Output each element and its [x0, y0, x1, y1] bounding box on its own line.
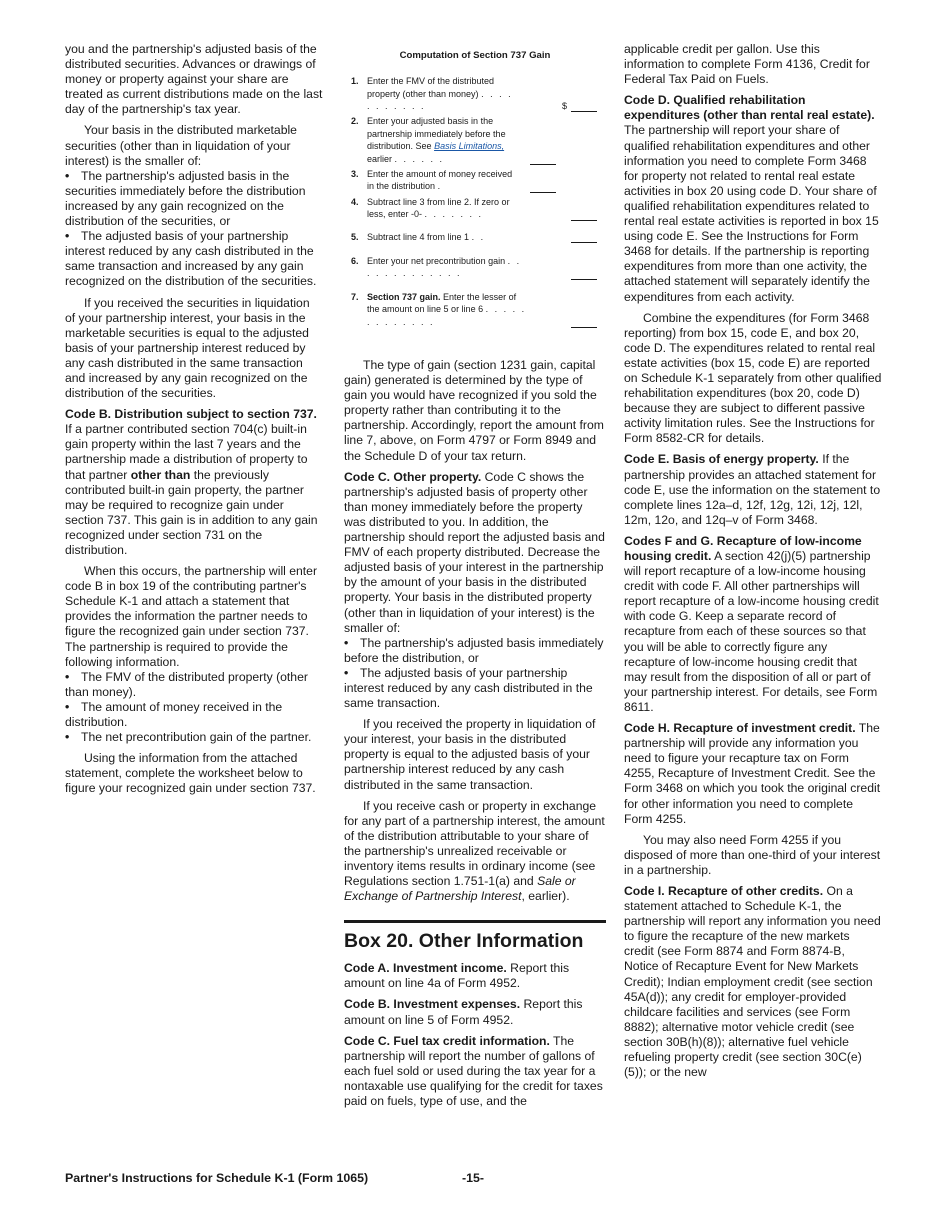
section-heading: Code B. Investment expenses. [344, 997, 521, 1012]
emphasis: other than [130, 467, 191, 482]
code-i-section [624, 884, 882, 1080]
basis-limitations-link[interactable]: Basis Limitations, [434, 141, 505, 152]
list-item: • The adjusted basis of your partnership interest reduced by any cash distributed in the same transaction and increased by any gain recognized on the distribution of the securities. [65, 229, 323, 289]
section-heading: Code A. Investment income. [344, 961, 507, 976]
column-2 [344, 42, 606, 1115]
code-h-section [624, 721, 882, 827]
code-c-section [344, 470, 606, 636]
worksheet-line-6: 6. Enter your net precontribution gain . . . . . . . . . . . . . [344, 255, 602, 280]
list-item: • The FMV of the distributed property (other than money). [65, 670, 323, 700]
list-item: • The partnership's adjusted basis immediately before the distribution, or [344, 636, 606, 666]
paragraph: If you received the property in liquidation of your interest, your basis in the distributed property is equal to the adjusted basis of your partnership interest reduced by any cash distributed in the same transaction. [344, 717, 596, 792]
code-fg-section [624, 534, 882, 715]
text: A section 42(j)(5) partnership will report recapture of a low-income housing credit with code F. All other partnerships will report recapture of a low-income housing credit with code G. Keep a separate record of recapture from each of these sources so that you will be able to correctly figure any recapture of low-income housing credit that may result from the disposition of all or part of your partnership interest. For details, see Form 8611. [624, 549, 879, 714]
code-a-section [344, 961, 606, 991]
text: Report this amount on line 4a of Form 4952. [344, 961, 570, 991]
paragraph: Using the information from the attached statement, complete the worksheet below to figure your recognized gain under section 737. [65, 751, 316, 796]
text: If a partner contributed section 704(c) built-in gain property within the last 7 years and the partnership made a distribution of property to that partner [65, 422, 308, 482]
list-item: • The amount of money received in the distribution. [65, 700, 323, 730]
paragraph: Combine the expenditures (for Form 3468 reporting) from box 15, code E, and box 20, code D. The expenditures related to rental real estate activities (box 15, code E) are reported on Schedule K-1 separately from other qualified rehabilitation expenditures (box 20, code D) because they are subject to different passive activity limitation rules. See the Instructions for Form 8582-CR for details. [624, 310, 882, 446]
text: The partnership will report the number of gallons of each fuel sold or used during the tax year for a nontaxable use qualifying for the credit for taxes paid on fuels, type of use, and the [344, 1033, 603, 1109]
section-heading: Code B. Distribution subject to section 737. [65, 407, 317, 422]
section-heading: Codes F and G. Recapture of low-income housing credit. [624, 533, 862, 563]
text: the previously contributed built-in gain property, the partner may be required to recognize gain under section 737. This gain is in addition to any gain recognized under section 731 on the distribution. [65, 467, 318, 557]
section-title: Box 20. Other Information [344, 930, 584, 953]
answer-line[interactable] [571, 327, 597, 328]
bullet-list [65, 670, 323, 745]
column-3 [624, 42, 882, 1086]
worksheet-line-2: 2. Enter your adjusted basis in the partnership immediately before the distribution. See Basis Limitations, earlier . . . . . . [344, 115, 602, 165]
worksheet-line-7: 7. Section 737 gain. Enter the lesser of the amount on line 5 or line 6 . . . . . . . . . . . . . [344, 291, 602, 328]
paragraph: you and the partnership's adjusted basis of the distributed securities. Advances or drawings of money or property against your share are treated as current distributions made on the last day of the partnership's tax year. [65, 42, 323, 117]
text: The partnership will report your share of qualified rehabilitation expenditures and other information you need to complete Form 3468 for property not related to rental real estate activities in box 20 using code D. Your share of qualified rehabilitation expenditures related to rental real estate activities is reported in box 15 using code E. See the Instructions for Form 3468 for details. If the partnership is reporting expenditures from more than one activity, the attached statement will separately identify the expenditures from each activity. [624, 123, 879, 304]
worksheet-line-4: 4. Subtract line 3 from line 2. If zero or less, enter -0- . . . . . . . [344, 196, 602, 221]
bullet-list [65, 169, 323, 290]
worksheet-title: Computation of Section 737 Gain [399, 50, 551, 61]
answer-line[interactable] [571, 242, 597, 243]
text: Code C shows the partnership's adjusted basis of property other than money immediately before the property was distributed to you. In addition, the partnership should report the adjusted basis and FMV of each property distributed. Decrease the adjusted basis of your interest in the partnership by the amount of your basis in the distributed property. Your basis in the distributed property (other than in liquidation of your interest) is the smaller of: [344, 469, 605, 635]
code-e-section [624, 452, 882, 527]
paragraph: The type of gain (section 1231 gain, capital gain) generated is determined by the type of gain you would have recognized if you sold the property rather than contributing it to the partnership. Accordingly, report the amount from line 7, above, on Form 4797 or Form 8949 and the Schedule D of your tax return. [344, 358, 604, 463]
code-d-section [624, 93, 882, 304]
text: Report this amount on line 5 of Form 4952. [344, 997, 583, 1027]
worksheet-line-3: 3. Enter the amount of money received in the distribution . [344, 168, 602, 193]
paragraph: When this occurs, the partnership will enter code B in box 19 of the contributing partner's Schedule K-1 and attach a statement that provides the information the partner needs to figure the recognized gain under section 737. The partnership is required to provide the following information. [65, 564, 318, 669]
code-c-fuel-section [344, 1034, 606, 1109]
code-b-section [65, 407, 323, 558]
worksheet-line-1: 1. Enter the FMV of the distributed property (other than money) . . . . . . . . . . . $ [344, 75, 602, 112]
worksheet-line-5: 5. Subtract line 4 from line 1 . . [344, 231, 602, 243]
paragraph: applicable credit per gallon. Use this information to complete Form 4136, Credit for Federal Tax Paid on Fuels. [624, 42, 870, 87]
answer-line[interactable] [530, 192, 556, 193]
text: On a statement attached to Schedule K-1, the partnership will report any information you need to figure the recapture of the new markets credit (see Form 8874 and Form 8874-B, Notice of Recapture Event for New Markets Credit); Indian employment credit (see section 45A(d)); any credit for employer-provided childcare facilities and services (see Form 8882); alternative motor vehicle credit (see section 30B(h)(8)); alternative fuel vehicle refueling property credit (see section 30C(e)(5)); or the new [624, 883, 881, 1080]
section-heading: Code C. Fuel tax credit information. [344, 1033, 550, 1048]
bullet-list [344, 636, 606, 711]
page-number: -15- [462, 1171, 485, 1185]
section-heading: Code I. Recapture of other credits. [624, 883, 824, 898]
answer-line[interactable] [571, 220, 597, 221]
paragraph: If you received the securities in liquidation of your partnership interest, your basis in the marketable securities is equal to the adjusted basis of your partnership interest reduced by any cash distributed in the same transaction and increased by any gain recognized on the distribution of the securities. [65, 295, 310, 401]
list-item: • The partnership's adjusted basis in the securities immediately before the distribution increased by any gain recognized on the distribution of the securities, or [65, 169, 323, 229]
section-heading: Code D. Qualified rehabilitation expenditures (other than rental real estate). [624, 93, 875, 123]
section-heading: Code C. Other property. [344, 469, 482, 484]
answer-line[interactable] [530, 164, 556, 165]
section-heading: Code E. Basis of energy property. [624, 452, 819, 467]
answer-line[interactable] [571, 279, 597, 280]
text: The partnership will provide any information you need to figure your recapture tax on Form 4255, Recapture of Investment Credit. See the Form 3468 on which you took the original credit for other information you need to complete Form 4255. [624, 721, 881, 826]
list-item: • The adjusted basis of your partnership interest reduced by any cash distributed in the same transaction. [344, 666, 606, 711]
code-b-section [344, 997, 606, 1027]
paragraph: Your basis in the distributed marketable securities (other than in liquidation of your interest) is the smaller of: [65, 123, 297, 168]
paragraph: You may also need Form 4255 if you disposed of more than one-third of your interest in a partnership. [624, 832, 881, 877]
section-heading: Code H. Recapture of investment credit. [624, 721, 856, 736]
answer-line[interactable] [571, 111, 597, 112]
column-1 [65, 42, 323, 803]
paragraph: If you receive cash or property in exchange for any part of a partnership interest, the amount of the distribution attributable to your share of the partnership's unrealized receivable or inventory items results in ordinary income (see Regulations section 1.751-1(a) and Sale or Exchange of Partnership Interest, earlier). [344, 798, 605, 904]
box-20-header [344, 920, 606, 953]
worksheet [344, 48, 606, 328]
list-item: • The net precontribution gain of the partner. [65, 730, 323, 745]
footer-title: Partner's Instructions for Schedule K-1 (Form 1065) [65, 1171, 369, 1185]
text: If the partnership provides an attached statement for code E, use the information on the statement to complete lines 12a–d, 12f, 12g, 12i, 12j, 12l, 12m, 12o, and 12q–v of Form 3468. [624, 452, 881, 527]
